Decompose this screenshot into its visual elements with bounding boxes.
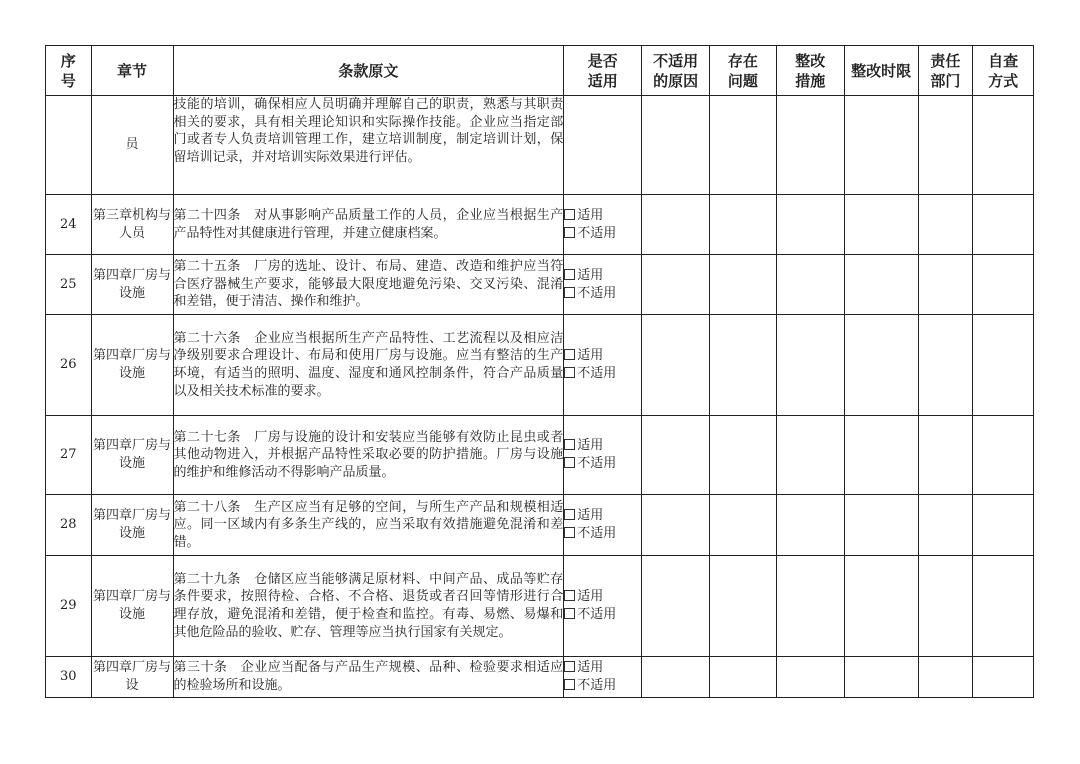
not-applicable-option[interactable] — [564, 606, 641, 624]
option-label: 不适用 — [577, 607, 617, 622]
row-number: 30 — [46, 657, 92, 698]
applicable-option[interactable] — [564, 507, 641, 525]
na-reason-cell — [642, 416, 710, 495]
action-cell — [776, 495, 844, 556]
row-number — [46, 96, 92, 195]
chapter-cell: 第三章机构与人员 — [91, 195, 173, 255]
applicable-option[interactable] — [564, 207, 641, 225]
issue-cell — [710, 255, 777, 315]
row-number: 26 — [46, 315, 92, 416]
issue-cell — [710, 495, 777, 556]
checkbox-icon[interactable] — [564, 509, 575, 520]
applicable-option[interactable] — [564, 588, 641, 606]
deadline-cell — [844, 255, 918, 315]
not-applicable-option[interactable] — [564, 225, 641, 243]
issue-cell — [710, 416, 777, 495]
clause-text: 第二十五条 厂房的选址、设计、布局、建造、改造和维护应当符合医疗器械生产要求，能够最大限度地避免污染、交叉污染、混淆和差错，便于清洁、操作和维护。 — [173, 255, 564, 315]
checkbox-icon[interactable] — [564, 349, 575, 360]
chapter-cell: 第四章厂房与设 — [91, 657, 173, 698]
header-dept: 责任部门 — [918, 46, 973, 96]
option-label: 不适用 — [577, 678, 617, 693]
action-cell — [776, 195, 844, 255]
option-label: 不适用 — [577, 225, 617, 241]
option-label: 适用 — [577, 438, 604, 454]
row-number: 29 — [46, 556, 92, 657]
header-chapter: 章节 — [91, 46, 173, 96]
na-reason-cell — [642, 315, 710, 416]
method-cell — [973, 315, 1034, 416]
header-deadline: 整改时限 — [844, 46, 918, 96]
deadline-cell — [844, 315, 918, 416]
action-cell — [776, 556, 844, 657]
applicable-option[interactable] — [564, 437, 641, 455]
clause-text: 第二十四条 对从事影响产品质量工作的人员，企业应当根据生产产品特性对其健康进行管理，并建立健康档案。 — [173, 195, 564, 255]
dept-cell — [918, 195, 973, 255]
row-number: 25 — [46, 255, 92, 315]
na-reason-cell — [642, 195, 710, 255]
row-number: 27 — [46, 416, 92, 495]
table-row — [46, 255, 1034, 315]
checkbox-icon[interactable] — [564, 608, 575, 619]
chapter-cell: 第四章厂房与设施 — [91, 255, 173, 315]
chapter-cell: 第四章厂房与设施 — [91, 556, 173, 657]
not-applicable-option[interactable] — [564, 365, 641, 383]
clause-text: 第二十九条 仓储区应当能够满足原材料、中间产品、成品等贮存条件要求，按照待检、合格、不合格、退货或者召回等情形进行合理存放，避免混淆和差错，便于检查和监控。有毒、易燃、易爆和其他危险品的验收、贮存、管理等应当执行国家有关规定。 — [173, 556, 564, 657]
header-no: 序号 — [46, 46, 92, 96]
option-label: 适用 — [577, 267, 604, 283]
option-label: 适用 — [577, 660, 604, 676]
deadline-cell — [844, 195, 918, 255]
row-number: 28 — [46, 495, 92, 556]
na-reason-cell — [642, 255, 710, 315]
table-row — [46, 556, 1034, 657]
option-label: 适用 — [577, 348, 604, 364]
row-number: 24 — [46, 195, 92, 255]
applicability-cell — [564, 195, 642, 255]
issue-cell — [710, 657, 777, 698]
option-label: 不适用 — [577, 526, 617, 541]
applicability-cell — [564, 657, 642, 698]
self-inspection-table — [45, 45, 1034, 698]
method-cell — [973, 255, 1034, 315]
deadline-cell — [844, 657, 918, 698]
applicability-cell — [564, 556, 642, 657]
chapter-cell: 第四章厂房与设施 — [91, 495, 173, 556]
checkbox-icon[interactable] — [564, 679, 575, 690]
clause-text: 技能的培训，确保相应人员明确并理解自己的职责，熟悉与其职责相关的要求，具有相关理论知识和实际操作技能。企业应当指定部门或者专人负责培训管理工作，建立培训制度，制定培训计划，保留培训记录，并对培训实际效果进行评估。 — [173, 96, 564, 195]
header-method: 自查方式 — [973, 46, 1034, 96]
applicability-cell — [564, 255, 642, 315]
not-applicable-option[interactable] — [564, 455, 641, 473]
checkbox-icon[interactable] — [564, 527, 575, 538]
table-row — [46, 315, 1034, 416]
method-cell — [973, 96, 1034, 195]
clause-text: 第三十条 企业应当配备与产品生产规模、品种、检验要求相适应的检验场所和设施。 — [173, 657, 564, 698]
dept-cell — [918, 495, 973, 556]
checkbox-icon[interactable] — [564, 209, 575, 220]
applicable-option[interactable] — [564, 659, 641, 677]
header-na-reason: 不适用的原因 — [642, 46, 710, 96]
checkbox-icon[interactable] — [564, 457, 575, 468]
header-clause: 条款原文 — [173, 46, 564, 96]
checkbox-icon[interactable] — [564, 287, 575, 298]
method-cell — [973, 657, 1034, 698]
method-cell — [973, 495, 1034, 556]
deadline-cell — [844, 556, 918, 657]
checkbox-icon[interactable] — [564, 227, 575, 238]
na-reason-cell — [642, 96, 710, 195]
header-row — [46, 46, 1034, 96]
checkbox-icon[interactable] — [564, 269, 575, 280]
table-row — [46, 96, 1034, 195]
action-cell — [776, 315, 844, 416]
chapter-cell: 第四章厂房与设施 — [91, 416, 173, 495]
table-row — [46, 657, 1034, 698]
applicable-option[interactable] — [564, 347, 641, 365]
deadline-cell — [844, 416, 918, 495]
applicability-cell — [564, 495, 642, 556]
dept-cell — [918, 255, 973, 315]
checkbox-icon[interactable] — [564, 590, 575, 601]
not-applicable-option[interactable] — [564, 285, 641, 303]
dept-cell — [918, 96, 973, 195]
deadline-cell — [844, 495, 918, 556]
chapter-cell: 第四章厂房与设施 — [91, 315, 173, 416]
applicability-cell — [564, 96, 642, 195]
issue-cell — [710, 195, 777, 255]
action-cell — [776, 416, 844, 495]
table-row — [46, 495, 1034, 556]
deadline-cell — [844, 96, 918, 195]
na-reason-cell — [642, 556, 710, 657]
table-row — [46, 416, 1034, 495]
method-cell — [973, 416, 1034, 495]
not-applicable-option[interactable] — [564, 677, 641, 695]
applicable-option[interactable] — [564, 267, 641, 285]
issue-cell — [710, 96, 777, 195]
na-reason-cell — [642, 495, 710, 556]
checkbox-icon[interactable] — [564, 439, 575, 450]
checkbox-icon[interactable] — [564, 367, 575, 378]
clause-text: 第二十八条 生产区应当有足够的空间，与所生产产品和规模相适应。同一区域内有多条生产线的，应当采取有效措施避免混淆和差错。 — [173, 495, 564, 556]
option-label: 适用 — [577, 207, 604, 223]
option-label: 适用 — [577, 589, 604, 605]
clause-text: 第二十七条 厂房与设施的设计和安装应当能够有效防止昆虫或者其他动物进入，并根据产品特性采取必要的防护措施。厂房与设施的维护和维修活动不得影响产品质量。 — [173, 416, 564, 495]
not-applicable-option[interactable] — [564, 525, 641, 543]
table-row — [46, 195, 1034, 255]
header-applicable: 是否适用 — [564, 46, 642, 96]
action-cell — [776, 255, 844, 315]
option-label: 不适用 — [577, 285, 617, 301]
action-cell — [776, 657, 844, 698]
option-label: 适用 — [577, 508, 604, 524]
applicability-cell — [564, 315, 642, 416]
na-reason-cell — [642, 657, 710, 698]
dept-cell — [918, 657, 973, 698]
issue-cell — [710, 556, 777, 657]
issue-cell — [710, 315, 777, 416]
header-action: 整改措施 — [776, 46, 844, 96]
clause-text: 第二十六条 企业应当根据所生产产品特性、工艺流程以及相应洁净级别要求合理设计、布局和使用厂房与设施。应当有整洁的生产环境，有适当的照明、温度、湿度和通风控制条件，符合产品质量以及相关技术标准的要求。 — [173, 315, 564, 416]
method-cell — [973, 556, 1034, 657]
dept-cell — [918, 416, 973, 495]
applicability-cell — [564, 416, 642, 495]
table-body — [46, 96, 1034, 698]
chapter-cell: 员 — [91, 96, 173, 195]
option-label: 不适用 — [577, 456, 617, 471]
method-cell — [973, 195, 1034, 255]
checkbox-icon[interactable] — [564, 661, 575, 672]
dept-cell — [918, 556, 973, 657]
option-label: 不适用 — [577, 366, 617, 381]
action-cell — [776, 96, 844, 195]
header-issue: 存在问题 — [710, 46, 777, 96]
dept-cell — [918, 315, 973, 416]
